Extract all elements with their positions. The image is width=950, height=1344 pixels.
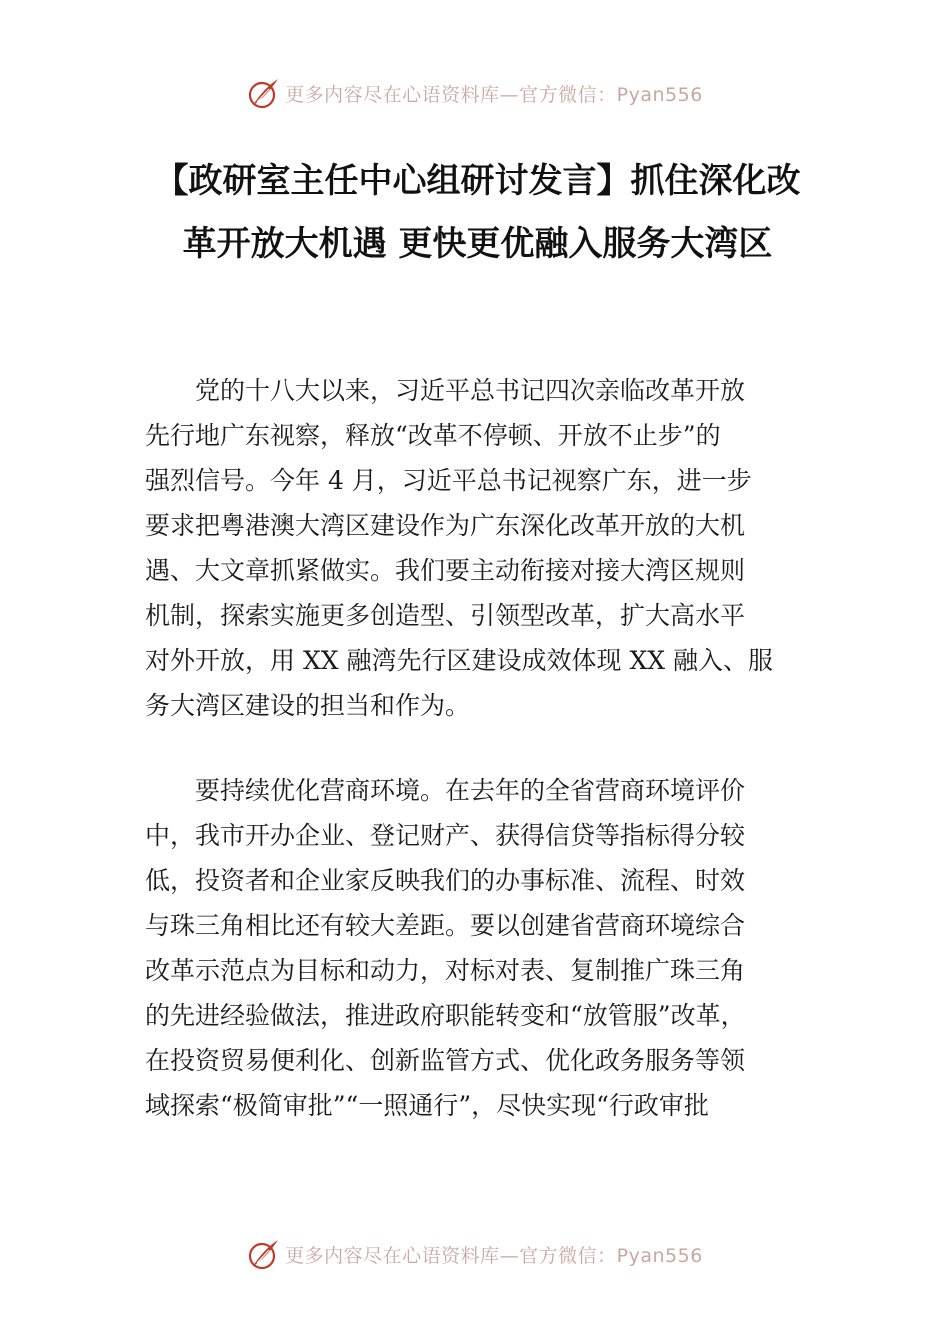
text-line: 务大湾区建设的担当和作为。 <box>145 691 471 720</box>
text-line: 遇、大文章抓紧做实。我们要主动衔接对接大湾区规则 <box>145 556 746 585</box>
text-line: 党的十八大以来，习近平总书记四次亲临改革开放 <box>145 376 746 405</box>
text-line: 在投资贸易便利化、创新监管方式、优化政务服务等领 <box>145 1046 746 1075</box>
text-line: 中，我市开办企业、登记财产、获得信贷等指标得分较 <box>145 821 746 850</box>
document-title <box>145 150 810 276</box>
text-line: 改革示范点为目标和动力，对标对表、复制推广珠三角 <box>145 956 746 985</box>
text-line: 要持续优化营商环境。在去年的全省营商环境评价 <box>145 776 746 805</box>
title-line: 革开放大机遇 更快更优融入服务大湾区 <box>182 224 773 264</box>
title-line: 【政研室主任中心组研讨发言】抓住深化改 <box>154 161 801 201</box>
quill-logo-icon <box>247 1237 281 1271</box>
quill-logo-icon <box>247 76 281 110</box>
text-line: 的先进经验做法，推进政府职能转变和“放管服”改革， <box>145 1001 746 1030</box>
paragraph-business-environment <box>145 768 810 1128</box>
watermark-text: 更多内容尽在心语资料库—官方微信：Pyan556 <box>285 83 703 106</box>
text-line: 先行地广东视察，释放“改革不停顿、开放不止步”的 <box>145 421 721 450</box>
paragraph-intro <box>145 368 810 728</box>
header-watermark <box>0 73 950 113</box>
watermark-text: 更多内容尽在心语资料库—官方微信：Pyan556 <box>285 1244 703 1267</box>
text-line: 域探索“极简审批”“一照通行”，尽快实现“行政审批 <box>145 1091 709 1120</box>
text-line: 要求把粤港澳大湾区建设作为广东深化改革开放的大机 <box>145 511 746 540</box>
footer-watermark <box>0 1234 950 1274</box>
text-line: 强烈信号。今年 4 月，习近平总书记视察广东，进一步 <box>145 466 752 495</box>
text-line: 低，投资者和企业家反映我们的办事标准、流程、时效 <box>145 866 746 895</box>
text-line: 机制，探索实施更多创造型、引领型改革，扩大高水平 <box>145 601 746 630</box>
text-line: 与珠三角相比还有较大差距。要以创建省营商环境综合 <box>145 911 746 940</box>
text-line: 对外开放，用 XX 融湾先行区建设成效体现 XX 融入、服 <box>145 646 773 675</box>
